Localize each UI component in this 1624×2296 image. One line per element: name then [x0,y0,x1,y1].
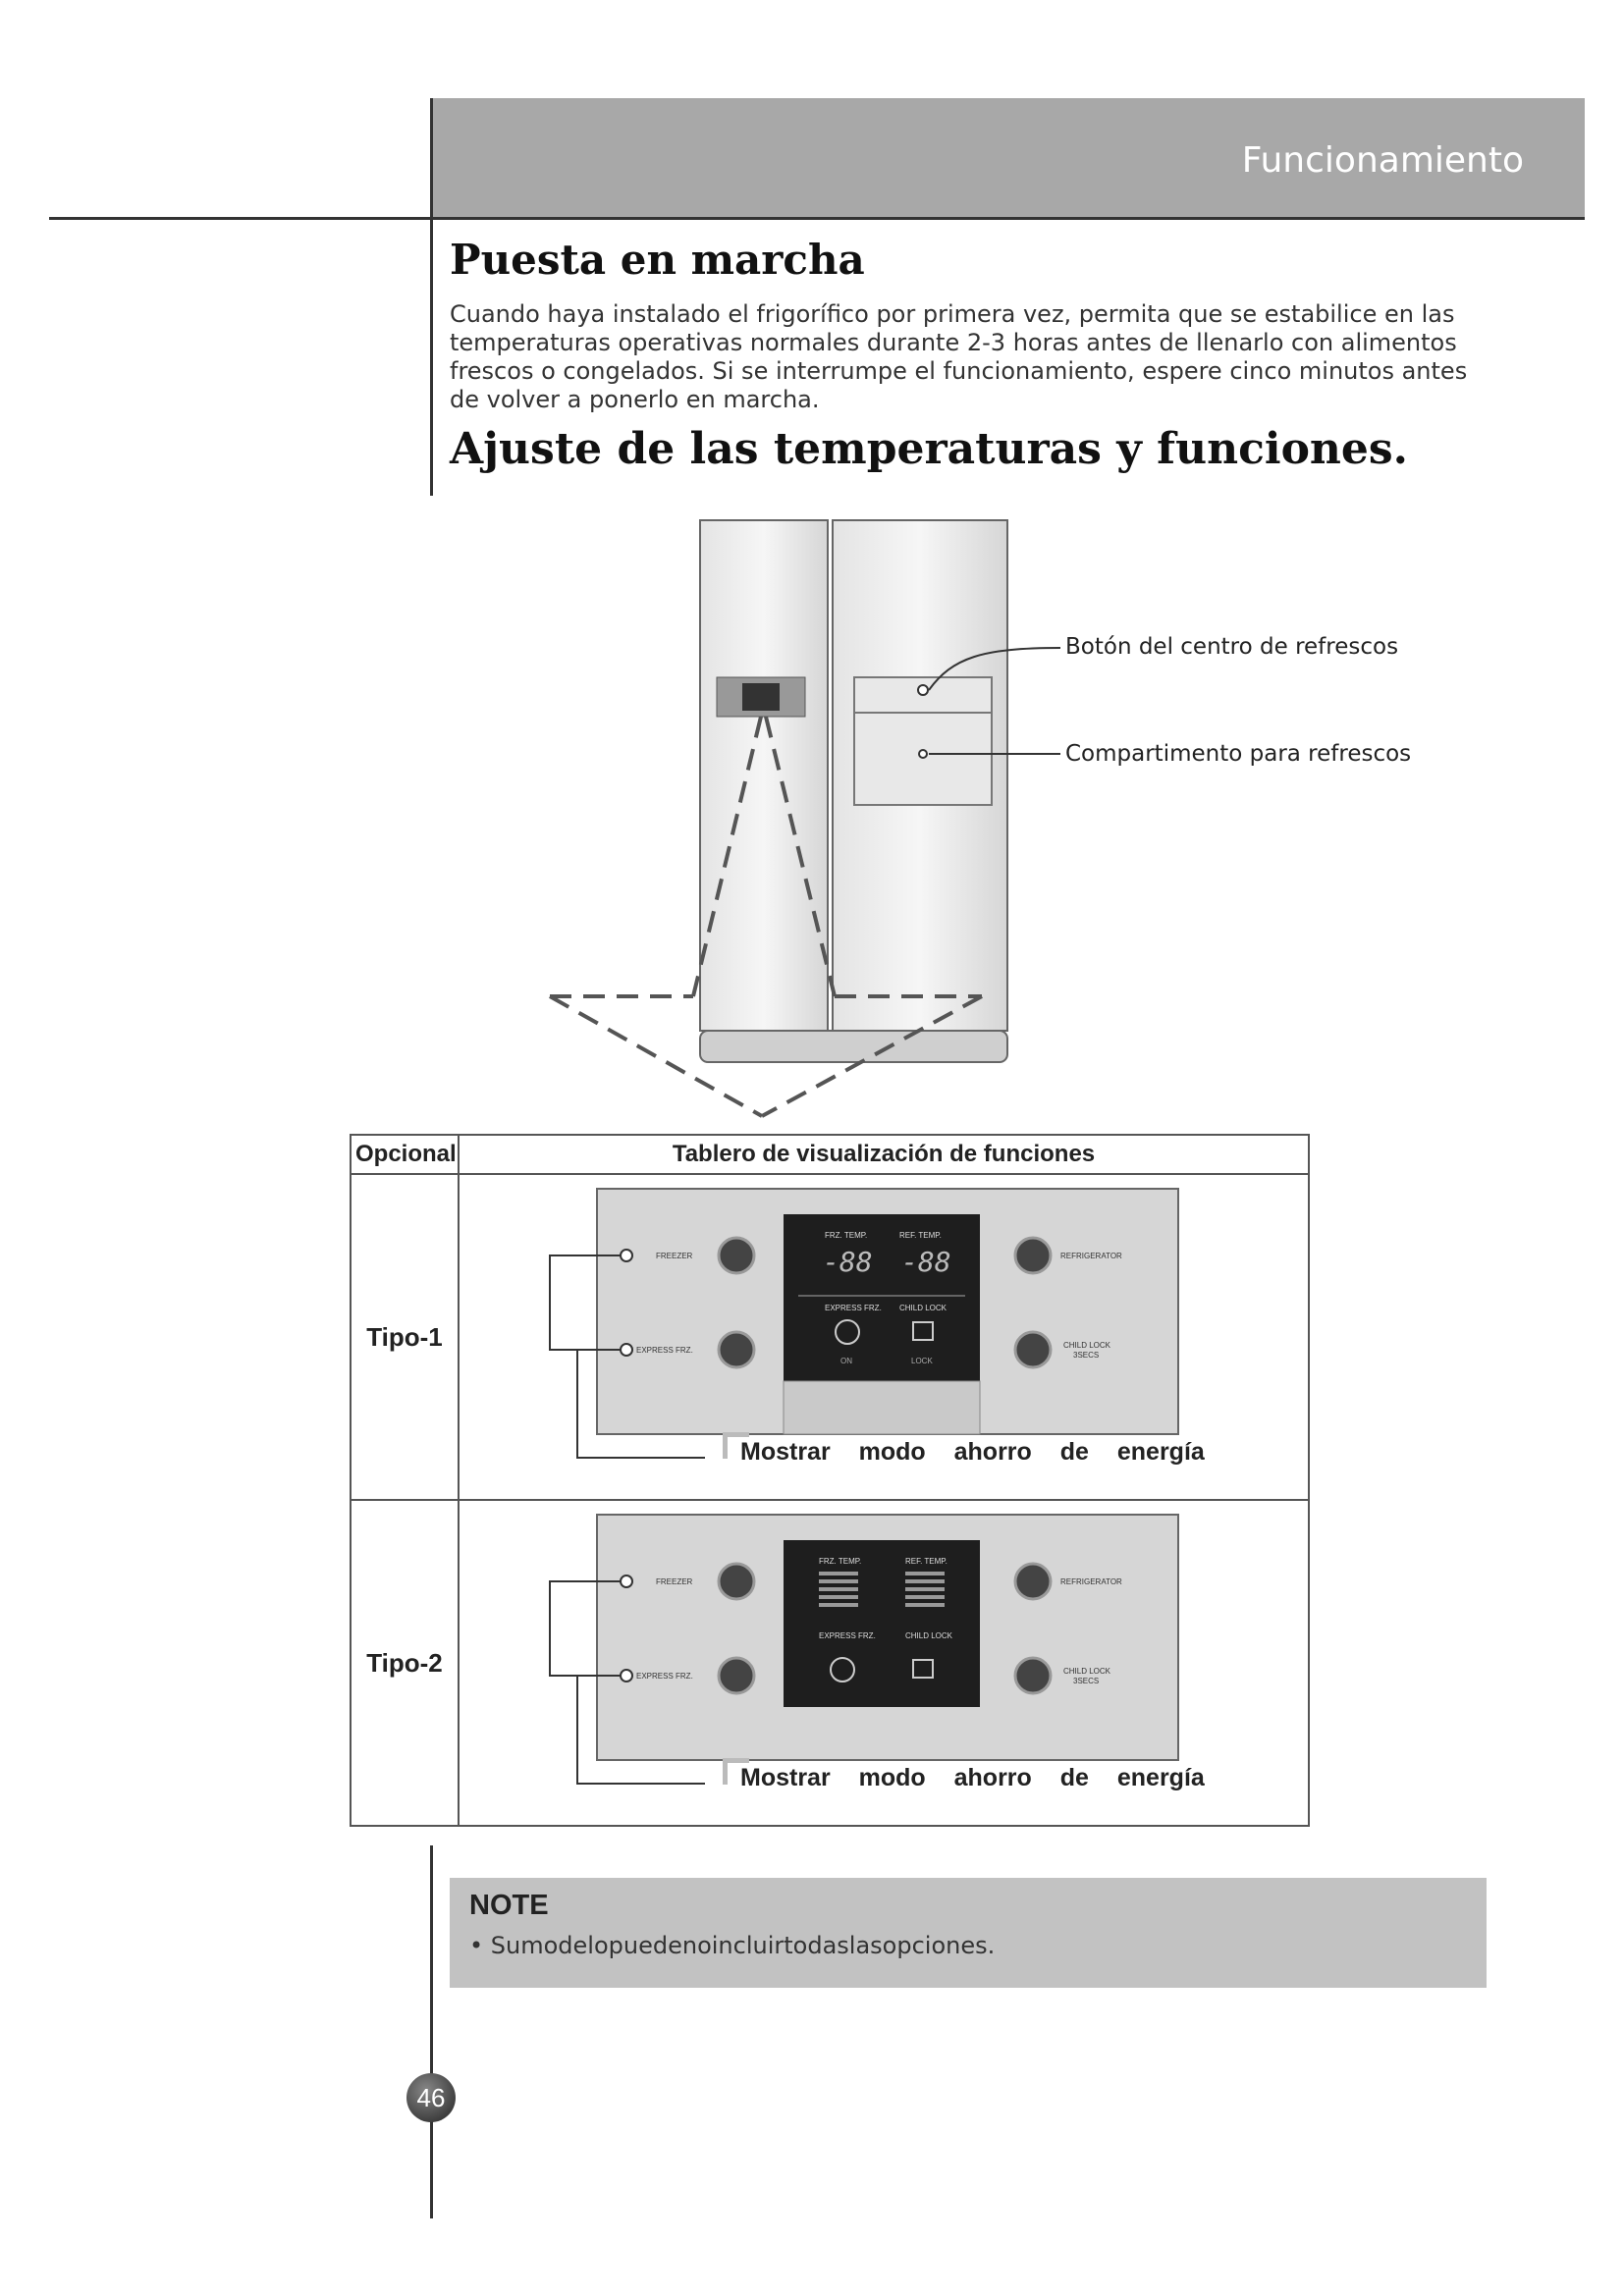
heading-ajuste: Ajuste de las temperaturas y funciones. [450,424,1408,474]
refrigerator-button-icon [1015,1564,1051,1599]
refrigerator-label: REFRIGERATOR [1060,1252,1122,1260]
frz-temp-label: FRZ. TEMP. [819,1557,862,1566]
note-title: NOTE [469,1890,549,1921]
panel-cell-tipo2 [459,1500,1309,1826]
lock-display-label: CHILD LOCK [905,1631,953,1640]
lock-state-label: LOCK [911,1357,933,1365]
lock-display-label: CHILD LOCK [899,1304,947,1312]
child-lock-button-icon [1015,1332,1051,1367]
child-lock-button-icon [1015,1658,1051,1693]
row-label-tipo1: Tipo-1 [351,1174,459,1500]
express-display-label: EXPRESS FRZ. [825,1304,882,1312]
express-label: EXPRESS FRZ. [636,1672,693,1681]
section-header-title: Funcionamiento [1241,140,1524,181]
function-display-table [350,1134,1310,1827]
fridge-base [700,1031,1007,1062]
fridge-illustration [530,510,1414,1129]
panel-cell-tipo1 [459,1174,1309,1500]
page-number: 46 [406,2073,456,2122]
col-header-option: Opcional [351,1135,459,1174]
freezer-label: FREEZER [656,1252,693,1260]
intro-paragraph: Cuando haya instalado el frigorífico por primera vez, permita que se estabilice en las temperaturas operativas normales durante 2-3 horas antes de llenarlo con alimentos frescos o congelados. Si se interrumpe el funcionamiento, espere cinco minutos antes de volver a ponerlo en marcha. [450,300,1468,413]
freezer-button-icon [719,1238,754,1273]
child-lock-sub: 3SECS [1073,1351,1100,1360]
energy-saving-label-tipo2: Mostrar modo ahorro de energía [740,1764,1205,1791]
ref-digits: -88 [901,1246,951,1278]
express-display-label: EXPRESS FRZ. [819,1631,876,1640]
express-frz-button-icon [719,1658,754,1693]
row-label-tipo2: Tipo-2 [351,1500,459,1826]
header-rule [49,217,1585,220]
frz-temp-label: FRZ. TEMP. [825,1231,868,1240]
express-frz-button-icon [719,1332,754,1367]
col-header-display: Tablero de visualización de funciones [459,1135,1309,1174]
child-lock-label: CHILD LOCK [1063,1667,1111,1676]
refreshment-center [854,677,992,805]
child-lock-label: CHILD LOCK [1063,1341,1111,1350]
freezer-door [700,520,828,1031]
child-lock-sub: 3SECS [1073,1677,1100,1685]
callout-refreshment-button: Botón del centro de refrescos [1065,634,1399,660]
on-label: ON [840,1357,852,1365]
freezer-label: FREEZER [656,1577,693,1586]
margin-rule-top [430,98,433,496]
margin-rule-bottom [430,1845,433,2218]
callout-refreshment-compartment: Compartimento para refrescos [1065,741,1412,767]
frz-digits: -88 [823,1246,873,1278]
energy-saving-label-tipo1: Mostrar modo ahorro de energía [740,1438,1205,1466]
ref-temp-label: REF. TEMP. [899,1231,942,1240]
note-text: • Sumodelopuedenoincluirtodaslasopciones. [469,1932,996,1959]
refrigerator-label: REFRIGERATOR [1060,1577,1122,1586]
heading-puesta-en-marcha: Puesta en marcha [450,236,865,284]
ref-temp-label: REF. TEMP. [905,1557,947,1566]
express-label: EXPRESS FRZ. [636,1346,693,1355]
freezer-button-icon [719,1564,754,1599]
refrigerator-button-icon [1015,1238,1051,1273]
